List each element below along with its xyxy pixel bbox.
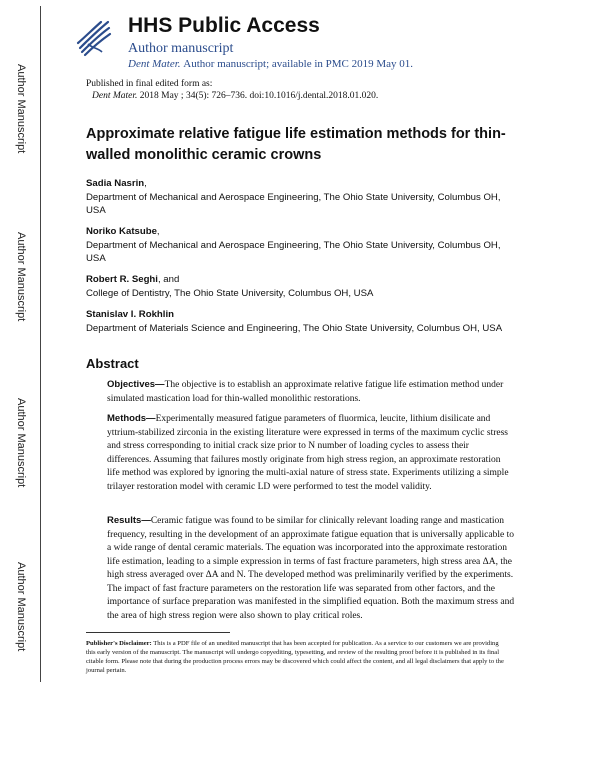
article-title: Approximate relative fatigue life estimation methods for thin-walled monolithic ceramic crowns <box>86 126 506 163</box>
abstract-methods <box>107 412 515 494</box>
author-name: Noriko Katsube <box>86 226 157 237</box>
author-affiliation: Department of Mechanical and Aerospace Engineering, The Ohio State University, Columbus OH, USA <box>86 192 501 216</box>
methods-text: Experimentally measured fatigue parameters of fluormica, leucite, lithium disilicate and yttrium-stabilized zirconia in the existing literature were expressed in terms of the maximum cyclic stress and stress corresponding to initial crack size prior to N number of loading cycles to assess their differences. Assuming that failures mostly originate from high stress region, an approximate restoration life method was explored by ignoring the multi-axial nature of stress state. Experiments utilizing a simple trilayer restoration model with ceramic LD were performed to test the model validity. <box>107 414 509 492</box>
author-entry <box>86 224 506 265</box>
disclaimer-text: This is a PDF file of an unedited manuscript that has been accepted for publication. As a service to our customers we are providing this early version of the manuscript. The manuscript will undergo copyediting, typesetting, and review of the resulting proof before it is published in its final citable form. Please note that during the production process errors may be discovered which could affect the content, and all legal disclaimers that apply to the journal pertain. <box>86 640 504 674</box>
hhs-public-access-title: HHS Public Access <box>128 14 320 37</box>
author-affiliation: Department of Mechanical and Aerospace Engineering, The Ohio State University, Columbus OH, USA <box>86 240 501 264</box>
objectives-label: Objectives— <box>107 379 165 390</box>
author-list <box>86 176 506 342</box>
author-name: Sadia Nasrin <box>86 178 145 189</box>
author-suffix: , <box>144 178 147 189</box>
results-text: Ceramic fatigue was found to be similar for clinically relevant loading range and mastication frequency, resulting in the development of an approximate fatigue equation that is universally applicable to a wide range of dental ceramic materials. The equation was incorporated into the approximate restoration life estimation, leading to a simple expression in terms of fast fracture parameters, high stress area ΔA, the high stress averaged over ΔA and N. The developed method was preliminarily verified by the experiments. The impact of fast fracture parameters on the restoration life was separated from other factors, and the importance of surface preparation was manifested in the simplified equation. Both the maximum stress and the area of high stress region were also shown to play critical roles. <box>107 516 515 621</box>
publisher-disclaimer <box>86 639 506 675</box>
citation-line <box>92 91 378 101</box>
header-journal: Dent Mater. <box>128 58 181 70</box>
methods-label: Methods— <box>107 413 156 424</box>
objectives-text: The objective is to establish an approximate relative fatigue life estimation method under simulated mastication load for thin-walled monolithic restorations. <box>107 380 504 404</box>
margin-rule <box>40 6 41 682</box>
author-manuscript-label: Author manuscript <box>128 41 234 56</box>
side-label: Author Manuscript <box>15 398 27 488</box>
abstract-results <box>107 514 515 623</box>
side-label: Author Manuscript <box>15 232 27 322</box>
abstract-objectives <box>107 378 515 406</box>
author-name: Robert R. Seghi <box>86 274 158 285</box>
hhs-eagle-logo-icon <box>74 18 114 58</box>
published-line: Published in final edited form as: <box>86 79 213 89</box>
author-entry <box>86 307 506 335</box>
side-label: Author Manuscript <box>15 562 27 652</box>
results-label: Results— <box>107 515 151 526</box>
author-suffix: , <box>156 226 160 237</box>
pmc-note: Author manuscript; available in PMC 2019 May 01. <box>183 58 414 70</box>
citation-details: 2018 May ; 34(5): 726–736. doi:10.1016/j.dental.2018.01.020. <box>139 91 379 101</box>
pmc-availability <box>128 58 413 70</box>
author-entry <box>86 272 506 300</box>
author-name: Stanislav I. Rokhlin <box>86 309 174 320</box>
footnote-rule <box>86 632 230 633</box>
author-manuscript-sidebar <box>0 0 40 776</box>
disclaimer-label: Publisher's Disclaimer: <box>86 640 152 647</box>
citation-journal: Dent Mater. <box>92 91 138 101</box>
side-label: Author Manuscript <box>15 64 27 154</box>
author-affiliation: Department of Materials Science and Engineering, The Ohio State University, Columbus OH, USA <box>86 323 503 334</box>
abstract-heading: Abstract <box>86 356 139 371</box>
author-entry <box>86 176 506 217</box>
author-affiliation: College of Dentistry, The Ohio State University, Columbus OH, USA <box>86 288 374 299</box>
author-suffix: , and <box>157 274 180 285</box>
